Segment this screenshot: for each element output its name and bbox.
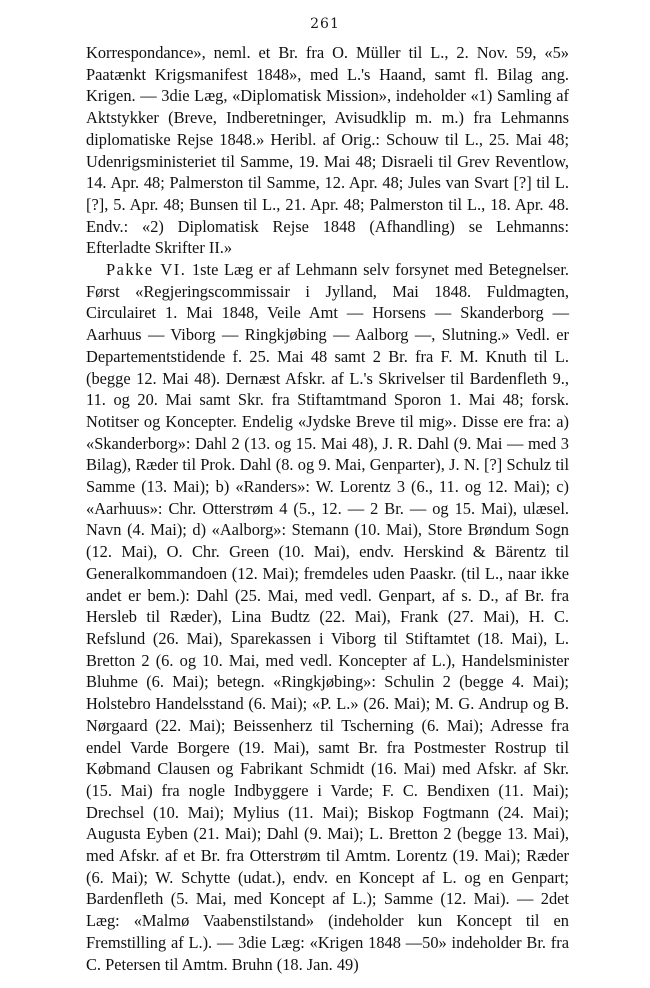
paragraph-pakke-vi (86, 259, 569, 975)
section-label: Pakke VI. (106, 260, 187, 280)
page-number: 261 (310, 16, 340, 32)
paragraph-text: 1ste Læg er af Lehmann selv forsynet med Betegnelser. Først «Regjeringscommissair i Jylland, Mai 1848. Fuldmagten, Circulairet 1. Mai 1848, Veile Amt — Horsens — Skanderborg — Aarhuus — Viborg — Ringkjøbing — Aalborg —, Slutning.» Vedl. er Departementstidende f. 25. Mai 48 samt 2 Br. fra F. M. Knuth til L. (begge 12. Mai 48). Dernæst Afskr. af L.'s Skrivelser til Bardenfleth 9., 11. og 20. Mai samt Skr. fra Stiftamtmand Sporon 1. Mai 48; forsk. Notitser og Koncepter. Endelig «Jydske Breve til mig». Disse ere fra: a) «Skanderborg»: Dahl 2 (13. og 15. Mai 48), J. R. Dahl (9. Mai — med 3 Bilag), Ræder til Prok. Dahl (8. og 9. Mai, Genparter), J. N. [?] Schulz til Samme (13. Mai); b) «Randers»: W. Lorentz 3 (6., 11. og 12. Mai); c) «Aarhuus»: Chr. Otterstrøm 4 (5., 12. — 2 Br. — og 15. Mai), ulæsel. Navn (4. Mai); d) «Aalborg»: Stemann (10. Mai), Store Brøndum Sogn (12. Mai), O. Chr. Green (10. Mai), endv. Herskind & Bärentz til Generalkommandoen (12. Mai); fremdeles uden Paaskr. (til L., naar ikke andet er bem.): Dahl (25. Mai, med vedl. Genpart, af s. D., af Br. fra Hersleb til Ræder), Lina Budtz (22. Mai), Frank (27. Mai), H. C. Refslund (26. Mai), Sparekassen i Viborg til Stiftamtet (18. Mai), L. Bretton 2 (6. og 10. Mai, med vedl. Koncepter af L.), Handelsminister Bluhme (6. Mai); betegn. «Ringkjøbing»: Schulin 2 (begge 4. Mai); Holstebro Handelsstand (6. Mai); «P. L.» (26. Mai); M. G. Andrup og B. Nørgaard (22. Mai); Beissenherz til Tscherning (6. Mai); Adresse fra endel Varde Borgere (19. Mai), samt Br. fra Postmester Rostrup til Købmand Clausen og Fabrikant Schmidt (16. Mai) med Afskr. af Skr. (15. Mai) fra nogle Indbyggere i Varde; F. C. Bendixen (11. Mai); Drechsel (10. Mai); Mylius (11. Mai); Biskop Fogtmann (24. Mai); Augusta Eyben (21. Mai); Dahl (9. Mai); L. Bretton 2 (begge 13. Mai), med Afskr. af et Br. fra Otterstrøm til Amtm. Lorentz (19. Mai); Ræder (6. Mai); W. Schytte (udat.), endv. en Koncept af L. og en Genpart; Bardenfleth (5. Mai, med Koncept af L.); Samme (12. Mai). — 2det Læg: «Malmø Vaabenstilstand» (indeholder kun Koncept til en Fremstilling af L.). — 3die Læg: «Krigen 1848 —50» indeholder Br. fra C. Petersen til Amtm. Bruhn (18. Jan. 49) (86, 260, 569, 974)
paragraph-continuation: Korrespondance», neml. et Br. fra O. Müller til L., 2. Nov. 59, «5» Paatænkt Krigsmanifest 1848», med L.'s Haand, samt fl. Bilag ang. Krigen. — 3die Læg, «Diplomatisk Mission», indeholder «1) Samling af Aktstykker (Breve, Indberetninger, Avisudklip m. m.) fra Lehmanns diplomatiske Rejse 1848.» Heribl. af Orig.: Schouw til L., 25. Mai 48; Udenrigsministeriet til Samme, 19. Mai 48; Disraeli til Grev Reventlow, 14. Apr. 48; Palmerston til Samme, 12. Apr. 48; Jules van Svart [?] til L. [?], 5. Apr. 48; Bunsen til L., 21. Apr. 48; Palmerston til L., 18. Apr. 48. Endv.: «2) Diplomatisk Rejse 1848 (Afhandling) se Lehmanns: Efterladte Skrifter II.» (86, 43, 569, 258)
body-text (86, 42, 569, 975)
